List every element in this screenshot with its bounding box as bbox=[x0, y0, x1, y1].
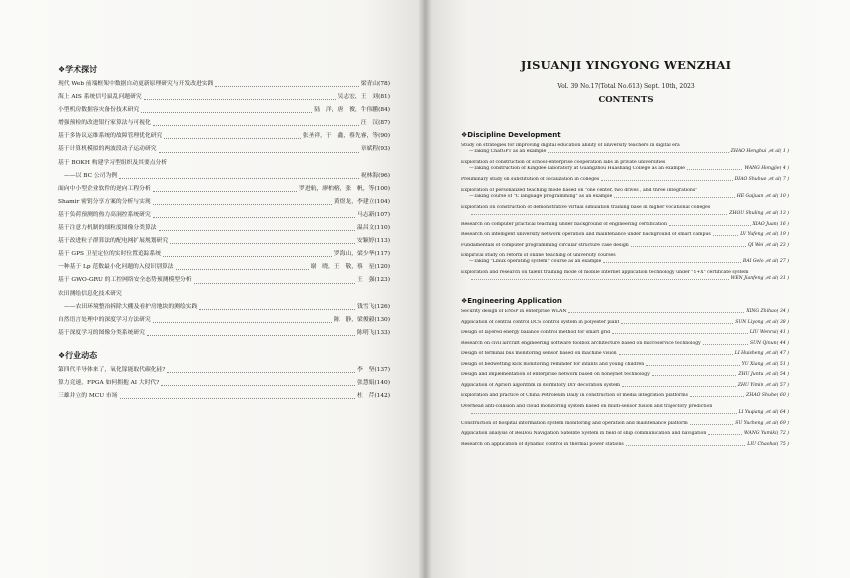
toc-entry bbox=[461, 253, 789, 265]
entry-author-page: 梁青山(78) bbox=[360, 81, 390, 87]
toc-entry bbox=[461, 330, 789, 336]
dot-leader bbox=[153, 125, 359, 126]
toc-entry bbox=[58, 261, 390, 274]
entry-last-line bbox=[461, 243, 789, 249]
entry-title-line: Overhead anti-collision and cloud monitoring system based on multi-sensor fusion and trajectory prediction bbox=[461, 403, 713, 409]
entry-title: 基于改进粒子群算法的配电网扩展规划研究 bbox=[58, 238, 169, 245]
toc-entry bbox=[58, 117, 390, 130]
dot-leader bbox=[176, 269, 309, 270]
dot-leader bbox=[568, 312, 744, 313]
dot-leader bbox=[601, 180, 732, 181]
toc-entry bbox=[461, 177, 789, 183]
toc-entry bbox=[58, 301, 390, 314]
entry-author-page: ZHAO Shuhe( 60 ) bbox=[746, 393, 789, 398]
entry-author-page: QI Wei ,et al( 23 ) bbox=[747, 242, 789, 248]
entry-title: 基于深度学习的图像分类系统研究 bbox=[58, 329, 145, 336]
entry-title: 现代 Web 前端框架中数据自动更新原理研究与开发改进实践 bbox=[58, 81, 214, 87]
chinese-contents bbox=[58, 64, 390, 403]
entry-title: Research on civil aircraft engineering software toolbox architecture based on microservice technology bbox=[461, 340, 701, 346]
entry-title-line: Exploration of construction of school-enterprise cooperation labs in private universities bbox=[461, 160, 666, 165]
entry-title: —Taking course of "C language programming" as an example bbox=[469, 193, 613, 199]
toc-entry bbox=[461, 421, 789, 427]
dot-leader bbox=[708, 434, 742, 435]
dot-leader bbox=[687, 169, 742, 170]
dot-leader bbox=[612, 333, 748, 334]
entry-last-line bbox=[461, 259, 789, 265]
toc-entry bbox=[58, 157, 390, 170]
dot-leader bbox=[669, 225, 751, 226]
entry-title: Design of layered energy balance control method for smart grid bbox=[461, 330, 611, 335]
toc-entry bbox=[461, 232, 789, 238]
entry-author-page: ZHOU Shuling ,et al( 13 ) bbox=[729, 210, 789, 216]
dot-leader bbox=[614, 197, 734, 198]
entry-title: Design of bedwetting kick monitoring reminder for infants and young children bbox=[461, 361, 645, 367]
section-heading: ❖Discipline Development bbox=[461, 131, 561, 139]
entry-author-page: WEN Jianfeng ,et al( 31 ) bbox=[730, 276, 789, 282]
toc-entry bbox=[58, 390, 390, 403]
entry-title: Research on application of dynamic control in thermal power stations bbox=[461, 441, 624, 447]
toc-entry bbox=[461, 442, 789, 448]
section-heading: ❖行业动态 bbox=[58, 350, 98, 360]
entry-last-line bbox=[461, 232, 789, 238]
entry-author-page: 杜 芹(142) bbox=[357, 393, 390, 400]
section-heading: ❖学术探讨 bbox=[58, 65, 98, 74]
dot-leader bbox=[621, 323, 733, 324]
entry-author-page: DIAO Shuhuo ,et al( 7 ) bbox=[734, 177, 789, 182]
toc-entry bbox=[461, 188, 789, 200]
entry-title: 增强预检的改进银行家算法与可视化 bbox=[58, 120, 151, 127]
entry-author-page: SUN Qinun( 44 ) bbox=[750, 340, 789, 346]
entry-title: —Taking ChatGPT as an example bbox=[469, 149, 547, 155]
entry-title: —Taking "Linux operating system" course as an example bbox=[469, 259, 602, 265]
toc-entry bbox=[461, 362, 789, 368]
entry-author-page: XIAO Juan( 16 ) bbox=[752, 221, 789, 227]
entry-author-page: WANG Hongjie( 4 ) bbox=[744, 166, 789, 172]
dot-leader bbox=[622, 386, 736, 387]
book-spine bbox=[418, 0, 432, 578]
toc-entry bbox=[461, 351, 789, 357]
entry-last-line bbox=[461, 351, 789, 357]
dot-leader bbox=[703, 344, 748, 345]
entry-author-page: 马志新(107) bbox=[357, 211, 390, 218]
entry-last-line bbox=[461, 309, 789, 315]
section-gap bbox=[58, 340, 390, 350]
entry-author-page: 李 坚(137) bbox=[357, 366, 390, 373]
toc-entry bbox=[461, 383, 789, 389]
dot-leader bbox=[603, 262, 741, 263]
dot-leader bbox=[619, 354, 733, 355]
toc-entry bbox=[58, 235, 390, 248]
entry-last-line bbox=[461, 393, 789, 399]
entry-title: 三雄并立的 MCU 市场 bbox=[58, 393, 118, 400]
dot-leader bbox=[690, 396, 744, 397]
entry-title-line: Empirical study on reform of online teaching of university courses bbox=[461, 253, 616, 258]
entry-title: Security design of ENSP in enterprise WLAN bbox=[461, 309, 567, 314]
entry-author-page: 陆 洋，唐 俊，牛伟鹏(84) bbox=[314, 107, 390, 114]
entry-author-page: 陈 静，梁俊毅(130) bbox=[333, 316, 390, 323]
toc-entry bbox=[58, 327, 390, 340]
toc-entry bbox=[58, 377, 390, 390]
dot-leader bbox=[119, 178, 359, 179]
toc-entry bbox=[461, 309, 789, 315]
toc-entry bbox=[461, 431, 789, 437]
dot-leader bbox=[652, 375, 737, 376]
entry-author-page: 吴志宏，王 刘(81) bbox=[337, 94, 390, 101]
section-gap bbox=[461, 287, 789, 296]
toc-entry bbox=[461, 320, 789, 326]
entry-last-line bbox=[461, 211, 789, 217]
entry-author-page: 安颖婷(113) bbox=[357, 238, 390, 245]
entry-author-page: LIU Wenrui( 41 ) bbox=[749, 330, 789, 335]
toc-entry bbox=[58, 288, 390, 301]
dot-leader bbox=[626, 445, 746, 446]
entry-author-page: 章斌程(93) bbox=[360, 146, 390, 153]
entry-author-page: ZHU Juntu ,et al( 54 ) bbox=[738, 372, 789, 377]
dot-leader bbox=[120, 398, 355, 399]
dot-leader bbox=[199, 309, 355, 310]
entry-author-page: 陈明飞(133) bbox=[357, 329, 390, 336]
dot-leader bbox=[471, 214, 727, 215]
entry-author-page: LV Yufeng ,et al( 19 ) bbox=[740, 232, 789, 237]
entry-title: Design of terminal bus monitoring sensor based on machine vision bbox=[461, 351, 617, 356]
entry-title: Application analysis of BeiDou Navigation Satellite System in field of ship communication and navigation bbox=[461, 431, 707, 436]
toc-entry bbox=[58, 209, 390, 222]
entry-author-page: LI Yuqiang ,et al( 64 ) bbox=[738, 409, 789, 415]
entry-title: Application of central control DCS control system in polyester plant bbox=[461, 319, 620, 325]
entry-title: 基于注意力机制的细粒度图像分类算法 bbox=[58, 225, 157, 232]
entry-last-line bbox=[461, 341, 789, 347]
entry-title: Shamir 密钥分享方案的分析与实现 bbox=[58, 198, 151, 205]
dot-leader bbox=[147, 335, 355, 336]
toc-entry bbox=[58, 196, 390, 209]
toc-entry bbox=[58, 364, 390, 377]
dot-leader bbox=[167, 372, 355, 373]
entry-author-page: 张慧娟(140) bbox=[357, 379, 390, 386]
entry-last-line bbox=[461, 330, 789, 336]
dot-leader bbox=[159, 230, 355, 231]
entry-title: Preliminary study on substitution of localization in colleges bbox=[461, 177, 600, 182]
dot-leader bbox=[153, 191, 297, 192]
entry-title: ——以 BC 公司为例 bbox=[64, 172, 118, 179]
entry-last-line bbox=[461, 222, 789, 228]
contents-heading: CONTENTS bbox=[598, 95, 654, 105]
dot-leader bbox=[713, 235, 739, 236]
entry-title-line: Study on strategies for improving digital education ability of university teachers in digital era bbox=[461, 143, 680, 148]
dot-leader bbox=[194, 283, 355, 284]
toc-entry bbox=[58, 104, 390, 117]
toc-entry bbox=[461, 143, 789, 155]
entry-last-line bbox=[461, 149, 789, 155]
entry-title: 基于多协议运维系统的故障管理优化研究 bbox=[58, 133, 163, 140]
journal-title: JISUANJI YINGYONG WENZHAI bbox=[520, 58, 732, 72]
dot-leader bbox=[153, 322, 332, 323]
toc-entry bbox=[58, 78, 390, 91]
toc-entry bbox=[58, 130, 390, 143]
entry-author-page: LI Huisheng ,et al( 47 ) bbox=[734, 351, 789, 356]
entry-last-line bbox=[461, 421, 789, 427]
entry-author-page: 汪 汉(87) bbox=[360, 120, 390, 127]
entry-author-page: 温昌文(110) bbox=[357, 225, 390, 232]
entry-last-line bbox=[461, 372, 789, 378]
section-heading: ❖Engineering Application bbox=[461, 297, 562, 305]
toc-entry bbox=[461, 205, 789, 217]
entry-title-line: Exploration of personalized teaching mode based on "one center, two drives , and three integrations" bbox=[461, 187, 698, 193]
entry-title: Design and implementation of enterprise network based on honeynet technology bbox=[461, 372, 650, 377]
entry-title: 基于计算机模拟的两波段动子运动研究 bbox=[58, 146, 157, 153]
entry-author-page: LIU Chaohai( 75 ) bbox=[747, 441, 789, 447]
entry-last-line bbox=[461, 383, 789, 389]
entry-author-page: 张圣祥，于 鑫，蔡先睿，等(90) bbox=[302, 133, 390, 140]
dot-leader bbox=[164, 138, 300, 139]
dot-leader bbox=[153, 217, 355, 218]
entry-author-page: WANG Yumiki( 72 ) bbox=[744, 431, 789, 436]
entry-last-line bbox=[461, 320, 789, 326]
dot-leader bbox=[161, 385, 355, 386]
dot-leader bbox=[690, 424, 734, 425]
dot-leader bbox=[646, 365, 740, 366]
entry-author-page: HE Gaijuan ,et al( 10 ) bbox=[736, 193, 789, 199]
entry-author-page: 钱雪飞(126) bbox=[357, 303, 390, 310]
dot-leader bbox=[153, 204, 332, 205]
entry-author-page: 罗进航，廖柏榕，张 帆，等(100) bbox=[299, 185, 390, 192]
entry-last-line bbox=[461, 166, 789, 172]
entry-title-line: Exploration on construction of demonstrative virtual simulation training base in higher vocational colleges bbox=[461, 204, 711, 210]
toc-entry bbox=[58, 143, 390, 156]
dot-leader bbox=[631, 246, 746, 247]
entry-author-page: SU Yucheng ,et al( 69 ) bbox=[735, 420, 789, 426]
dot-leader bbox=[548, 152, 728, 153]
entry-author-page: ZHU Yimin ,et al( 57 ) bbox=[737, 382, 789, 388]
dot-leader bbox=[159, 152, 359, 153]
dot-leader bbox=[170, 243, 355, 244]
entry-author-page: YU Xiang ,et al( 51 ) bbox=[741, 361, 789, 367]
toc-entry bbox=[58, 314, 390, 327]
dot-leader bbox=[141, 112, 312, 113]
dot-leader bbox=[471, 279, 729, 280]
dot-leader bbox=[215, 86, 358, 87]
entry-title: 算力竞速，FPGA 如何拥抱 AI 大时代? bbox=[58, 379, 160, 386]
entry-title: 基于 BOKH 构建学习型组织及其要点分析 bbox=[58, 159, 168, 166]
entry-title: Research on intelligent university network operation and maintenance under background of smart campus bbox=[461, 232, 711, 237]
entry-title: Fundamentals of computer programming circular structure case design bbox=[461, 242, 629, 248]
entry-author-page: BAI Gelo ,et al( 27 ) bbox=[742, 259, 789, 265]
entry-title: 一种基于 Lp 范数最小化问题的入侵识别算法 bbox=[58, 264, 174, 271]
entry-title: Application of Apriori algorithm in dormitory DIY decoration system bbox=[461, 382, 621, 388]
entry-title: 自然语言处理中的深度学习方法研究 bbox=[58, 316, 151, 323]
entry-title-line: Exploration and research on talent training mode of mobile Internet application technology under "1+X" certificate system bbox=[461, 270, 749, 275]
english-contents bbox=[461, 130, 789, 452]
entry-title: 第四代半导体来了，氧化镓能取代碳化硅? bbox=[58, 366, 166, 373]
entry-title: 基于 GWO-GRU 的工控网络安全态势预测模型分析 bbox=[58, 277, 192, 284]
entry-last-line bbox=[461, 194, 789, 200]
toc-entry bbox=[461, 270, 789, 282]
entry-title: 海上 AIS 系统信号鼠乱问题研究 bbox=[58, 94, 142, 101]
entry-title: 基于负荷预测的热力高洞控系统研究 bbox=[58, 211, 151, 218]
entry-author-page: 谢 晓，王 敬，蔡 星(120) bbox=[310, 264, 390, 271]
entry-author-page: 黄煜龙，李建立(104) bbox=[333, 198, 390, 205]
entry-last-line bbox=[461, 177, 789, 183]
toc-entry bbox=[461, 222, 789, 228]
entry-author-page: XING Zhihao( 34 ) bbox=[746, 309, 789, 314]
dot-leader bbox=[144, 99, 336, 100]
entry-title: Research on computer practical teaching under background of engineering certification bbox=[461, 221, 667, 227]
entry-title: 农田测绘信息化技术研究 bbox=[58, 290, 122, 297]
entry-last-line bbox=[461, 410, 789, 416]
entry-author-page: 罗海山，梁少华(117) bbox=[333, 251, 390, 258]
toc-entry bbox=[58, 222, 390, 235]
entry-last-line bbox=[461, 442, 789, 448]
entry-author-page: 祝林海(96) bbox=[360, 172, 390, 179]
toc-entry bbox=[58, 183, 390, 196]
toc-entry bbox=[461, 160, 789, 172]
entry-title: ——农田环境整治拆除大棚及看护房地块的测绘实践 bbox=[64, 303, 198, 310]
entry-last-line bbox=[461, 362, 789, 368]
dot-leader bbox=[163, 256, 332, 257]
entry-author-page: 王 强(123) bbox=[357, 277, 390, 284]
toc-entry bbox=[58, 248, 390, 261]
toc-entry bbox=[461, 404, 789, 416]
toc-entry bbox=[58, 170, 390, 183]
toc-entry bbox=[461, 393, 789, 399]
entry-title: 基于 GPS 卫星定位的实时位置追踪系统 bbox=[58, 251, 162, 258]
toc-entry bbox=[58, 274, 390, 287]
entry-title: Construction of hospital information system monitoring and operation and maintenance platform bbox=[461, 420, 688, 426]
toc-entry bbox=[461, 341, 789, 347]
entry-title: —Taking construction of Kingdee laboratory at Guangzhou Huashang College as an example bbox=[469, 166, 685, 172]
toc-entry bbox=[58, 91, 390, 104]
entry-last-line bbox=[461, 431, 789, 437]
dot-leader bbox=[471, 413, 737, 414]
toc-entry bbox=[461, 243, 789, 249]
toc-entry bbox=[461, 372, 789, 378]
entry-last-line bbox=[461, 276, 789, 282]
entry-title: 面向中小型企业软件的逆向工程分析 bbox=[58, 185, 151, 192]
volume-line: Vol. 39 No.17(Total No.613) Sept. 10th, 2023 bbox=[557, 83, 695, 90]
entry-author-page: SUN Liyong ,et al( 38 ) bbox=[735, 319, 789, 325]
entry-author-page: ZHAO Henghui ,et al( 1 ) bbox=[730, 149, 789, 155]
entry-title: 小型机房数据容灾备份技术研究 bbox=[58, 107, 140, 114]
entry-title: Exploration and practice of China Petroleum Daily in construction of media integration platforms bbox=[461, 393, 688, 398]
